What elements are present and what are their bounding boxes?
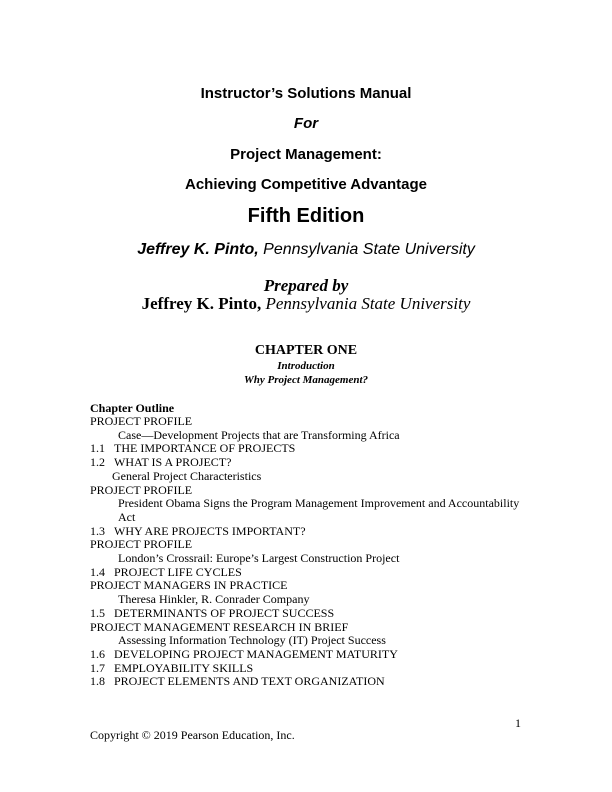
- outline-item: [90, 593, 530, 607]
- author-name: Jeffrey K. Pinto,: [137, 241, 259, 258]
- outline-item-text: President Obama Signs the Program Management Improvement and Accountability Act: [118, 496, 520, 524]
- outline-item: [90, 415, 530, 429]
- author-affiliation: Pennsylvania State University: [263, 241, 475, 258]
- outline-item-text: DETERMINANTS OF PROJECT SUCCESS: [114, 605, 335, 620]
- chapter-subtitle-1: Introduction: [277, 360, 335, 372]
- outline-item: [90, 442, 530, 456]
- preparer-name: Jeffrey K. Pinto,: [141, 294, 262, 313]
- outline-item-number: 1.1: [90, 441, 105, 456]
- outline-item: [90, 429, 530, 443]
- author-line: [0, 241, 612, 259]
- book-title: Project Management:: [230, 146, 382, 163]
- book-subtitle: Achieving Competitive Advantage: [185, 176, 427, 193]
- chapter-title: CHAPTER ONE: [254, 343, 358, 358]
- outline-item-text: Case—Development Projects that are Transforming Africa: [118, 427, 400, 442]
- preparer-affiliation: Pennsylvania State University: [265, 294, 471, 313]
- chapter-subtitle-2: Why Project Management?: [243, 374, 369, 386]
- prepared-by: Prepared by: [263, 276, 349, 295]
- page-number: 1: [515, 716, 521, 730]
- outline-title: Chapter Outline: [90, 401, 175, 415]
- outline-item-text: Theresa Hinkler, R. Conrader Company: [118, 592, 310, 607]
- outline-item-text: PROJECT PROFILE: [90, 482, 193, 497]
- outline-item: [90, 648, 530, 662]
- outline-item-text: WHY ARE PROJECTS IMPORTANT?: [114, 523, 306, 538]
- outline-item: [90, 497, 530, 524]
- outline-item-text: THE IMPORTANCE OF PROJECTS: [114, 441, 296, 456]
- outline-item: [90, 538, 530, 552]
- outline-item: [90, 525, 530, 539]
- outline-item: [90, 470, 530, 484]
- outline-item: [90, 552, 530, 566]
- copyright: Copyright © 2019 Pearson Education, Inc.: [90, 728, 295, 742]
- outline-item-text: PROJECT MANAGEMENT RESEARCH IN BRIEF: [90, 619, 349, 634]
- outline-item-number: 1.7: [90, 660, 105, 675]
- outline-item-text: EMPLOYABILITY SKILLS: [114, 660, 254, 675]
- outline-item: [90, 662, 530, 676]
- outline-item-text: General Project Characteristics: [112, 468, 262, 483]
- outline-item-number: 1.2: [90, 455, 105, 470]
- manual-for: For: [293, 115, 319, 132]
- outline-item-number: 1.8: [90, 674, 105, 689]
- chapter-outline: [90, 415, 530, 689]
- edition: Fifth Edition: [247, 205, 365, 227]
- outline-item: [90, 484, 530, 498]
- outline-item: [90, 634, 530, 648]
- outline-item-number: 1.3: [90, 523, 105, 538]
- manual-title: Instructor’s Solutions Manual: [200, 85, 412, 102]
- outline-item-number: 1.6: [90, 646, 105, 661]
- outline-item: [90, 675, 530, 689]
- outline-item-text: PROJECT MANAGERS IN PRACTICE: [90, 578, 288, 593]
- outline-item: [90, 607, 530, 621]
- outline-item-text: PROJECT ELEMENTS AND TEXT ORGANIZATION: [114, 674, 385, 689]
- outline-item-text: DEVELOPING PROJECT MANAGEMENT MATURITY: [114, 646, 398, 661]
- outline-item-text: WHAT IS A PROJECT?: [114, 455, 232, 470]
- preparer-line: [0, 294, 612, 314]
- outline-item-text: London’s Crossrail: Europe’s Largest Construction Project: [118, 551, 400, 566]
- outline-item-text: PROJECT PROFILE: [90, 537, 193, 552]
- outline-item-text: PROJECT LIFE CYCLES: [114, 564, 242, 579]
- outline-item: [90, 621, 530, 635]
- outline-item: [90, 456, 530, 470]
- outline-item: [90, 566, 530, 580]
- outline-item-number: 1.4: [90, 564, 105, 579]
- outline-item-text: Assessing Information Technology (IT) Project Success: [118, 633, 386, 648]
- outline-item-text: PROJECT PROFILE: [90, 414, 193, 428]
- outline-item-number: 1.5: [90, 605, 105, 620]
- outline-item: [90, 579, 530, 593]
